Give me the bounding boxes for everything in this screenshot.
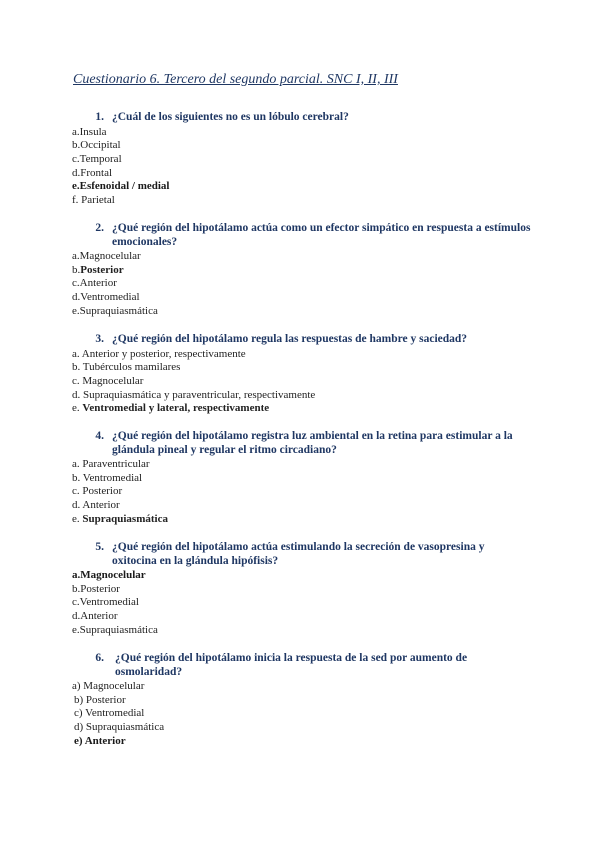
option-e-correct: e) Anterior [74, 734, 126, 747]
question-header [72, 541, 532, 568]
option-e [72, 513, 532, 527]
question-text: ¿Qué región del hipotálamo actúa como un efector simpático en respuesta a estímulos emocionales? [112, 222, 531, 248]
option-d: d.Frontal [72, 166, 113, 179]
option-b [72, 264, 532, 278]
option-prefix: e. [72, 402, 83, 415]
option-b: b. Tubérculos mamilares [72, 361, 181, 374]
option-d: d. Anterior [72, 499, 120, 512]
option-d: d.Anterior [72, 610, 118, 623]
option-b: b.Occipital [72, 139, 121, 152]
question-number: 2. [95, 222, 104, 234]
option-c: c.Ventromedial [72, 596, 139, 609]
option-c: c) Ventromedial [74, 707, 145, 720]
option-d: d.Ventromedial [72, 291, 140, 304]
option-b-correct: Posterior [80, 263, 124, 276]
option-c: c. Posterior [72, 485, 123, 498]
option-e: e.Supraquiasmática [72, 304, 158, 317]
question-3 [72, 333, 532, 416]
document-title: Cuestionario 6. Tercero del segundo parcial. SNC I, II, III [73, 72, 398, 87]
option-prefix: b. [72, 263, 81, 276]
option-e-correct: e.Esfenoidal / medial [72, 180, 170, 193]
option-f: f. Parietal [72, 194, 115, 207]
question-6 [72, 652, 532, 749]
question-number: 4. [95, 430, 104, 442]
option-c: c. Magnocelular [72, 374, 144, 387]
option-e [72, 402, 532, 416]
option-c: c.Anterior [72, 277, 117, 290]
option-b: b) Posterior [74, 693, 126, 706]
question-text: ¿Qué región del hipotálamo actúa estimulando la secreción de vasopresina y oxitocina en la glándula hipófisis? [112, 541, 485, 567]
question-number: 3. [95, 333, 104, 345]
option-e-correct: Ventromedial y lateral, respectivamente [82, 402, 270, 415]
question-text: ¿Qué región del hipotálamo regula las respuestas de hambre y saciedad? [112, 333, 468, 345]
option-e-correct: Supraquiasmática [82, 512, 168, 525]
question-text: ¿Qué región del hipotálamo inicia la respuesta de la sed por aumento de osmolaridad? [115, 652, 468, 678]
question-header [72, 430, 532, 457]
option-prefix: e. [72, 512, 83, 525]
option-b: b.Posterior [72, 582, 120, 595]
question-2 [72, 222, 532, 319]
question-text: ¿Qué región del hipotálamo registra luz ambiental en la retina para estimular a la glándula pineal y regular el ritmo circadiano? [112, 430, 513, 456]
option-a-correct: a.Magnocelular [72, 569, 146, 581]
option-e: e.Supraquiasmática [72, 623, 158, 636]
option-d: d) Supraquiasmática [74, 721, 165, 734]
question-4 [72, 430, 532, 527]
question-number: 1. [95, 111, 104, 123]
question-header [72, 111, 532, 125]
option-d: d. Supraquiasmática y paraventricular, respectivamente [72, 388, 316, 401]
option-b: b. Ventromedial [72, 471, 143, 484]
question-1 [72, 111, 532, 208]
question-header [72, 222, 532, 249]
option-a: a.Insula [72, 125, 107, 138]
question-header [72, 652, 532, 679]
option-a: a. Paraventricular [72, 458, 150, 470]
option-a: a.Magnocelular [72, 250, 141, 262]
question-number: 5. [95, 541, 104, 553]
question-text: ¿Cuál de los siguientes no es un lóbulo cerebral? [112, 111, 349, 123]
option-a: a. Anterior y posterior, respectivamente [72, 347, 246, 360]
question-number: 6. [95, 652, 104, 664]
question-5 [72, 541, 532, 638]
question-header [72, 333, 532, 347]
option-a: a) Magnocelular [72, 680, 145, 692]
option-c: c.Temporal [72, 152, 122, 165]
